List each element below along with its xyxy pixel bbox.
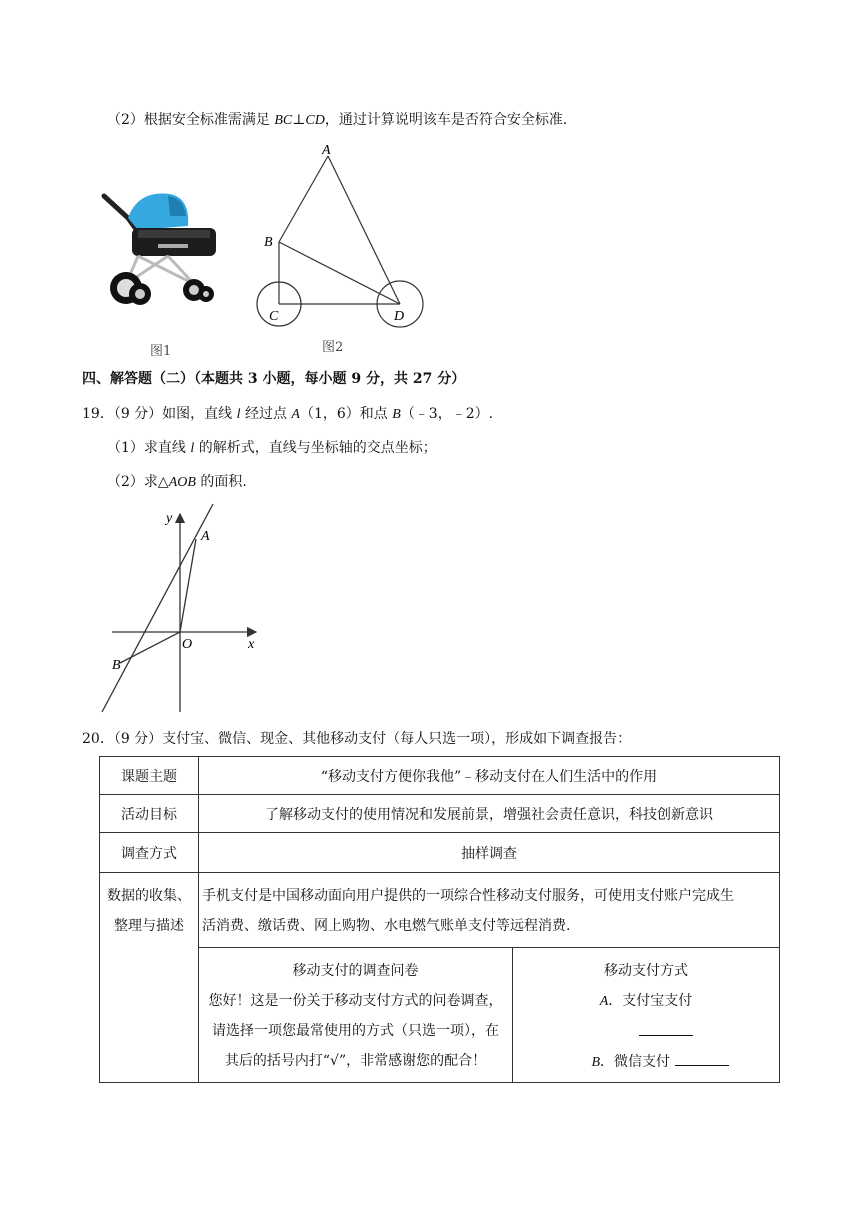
axis-y-label: y: [166, 511, 173, 526]
row-value: “移动支付方便你我他”﹣移动支付在人们生活中的作用: [199, 757, 780, 795]
table-row: [100, 757, 780, 795]
table-row: [100, 873, 780, 1083]
row-label: 课题主题: [100, 757, 199, 795]
answer-blank: [639, 1023, 693, 1036]
fig2-diagram: [250, 136, 430, 336]
questionnaire-cell: 移动支付的调查问卷 您好！这是一份关于移动支付方式的问卷调查， 请选择一项您最常使用的方式（只选一项），在 其后的括号内打“√”，非常感谢您的配合！: [199, 948, 513, 1083]
section-heading: 四、解答题（二）（本题共 3 小题，每小题 9 分，共 27 分）: [82, 371, 466, 387]
origin-label: O: [182, 637, 193, 652]
methods-cell: [513, 948, 780, 1083]
questionnaire-title: 移动支付的调查问卷: [292, 963, 419, 979]
option-b: B．微信支付: [513, 1047, 779, 1078]
data-cell: [199, 873, 780, 1083]
option-a: A．支付宝支付: [599, 993, 693, 1009]
row-label: 活动目标: [100, 795, 199, 833]
inner-table: [199, 947, 779, 1082]
survey-report-table: [99, 756, 780, 1083]
fig1-caption: 图1: [150, 344, 172, 359]
label-A: A: [322, 143, 331, 158]
q19-part1: （1）求直线 l 的解析式，直线与坐标轴的交点坐标；: [107, 440, 437, 456]
q19-graph: [98, 500, 268, 714]
methods-title: 移动支付方式: [604, 963, 688, 979]
data-description: 手机支付是中国移动面向用户提供的一项综合性移动支付服务，可使用支付账户完成生 活消费、缴话费、网上购物、水电燃气账单支付等远程消费.: [202, 888, 734, 934]
point-B-label: B: [112, 658, 121, 673]
label-D: D: [394, 309, 405, 324]
row-value: 抽样调查: [199, 833, 780, 873]
label-B: B: [264, 235, 273, 250]
option-a-blank: [513, 1017, 779, 1047]
q18-part2: （2）根据安全标准需满足 BC⊥CD，通过计算说明该车是否符合安全标准．: [107, 112, 577, 128]
stroller-image: [98, 186, 224, 310]
fig2-caption: 图2: [322, 340, 344, 355]
point-A-label: A: [201, 529, 210, 544]
row-label: 数据的收集、 整理与描述: [100, 873, 199, 1083]
row-label: 调查方式: [100, 833, 199, 873]
axis-x-label: x: [248, 637, 255, 652]
label-C: C: [269, 309, 279, 324]
q19-stem: 19．（9 分）如图，直线 l 经过点 A（1，6）和点 B（﹣3，﹣2）.: [82, 406, 494, 422]
q20-stem: 20．（9 分）支付宝、微信、现金、其他移动支付（每人只选一项），形成如下调查报告：: [82, 731, 632, 747]
bc-perp-cd: BC⊥CD: [274, 113, 325, 128]
row-value: 了解移动支付的使用情况和发展前景，增强社会责任意识，科技创新意识: [199, 795, 780, 833]
q19-part2: （2）求△AOB 的面积.: [107, 474, 247, 490]
table-row: [100, 795, 780, 833]
table-row: [100, 833, 780, 873]
answer-blank: [675, 1053, 729, 1066]
